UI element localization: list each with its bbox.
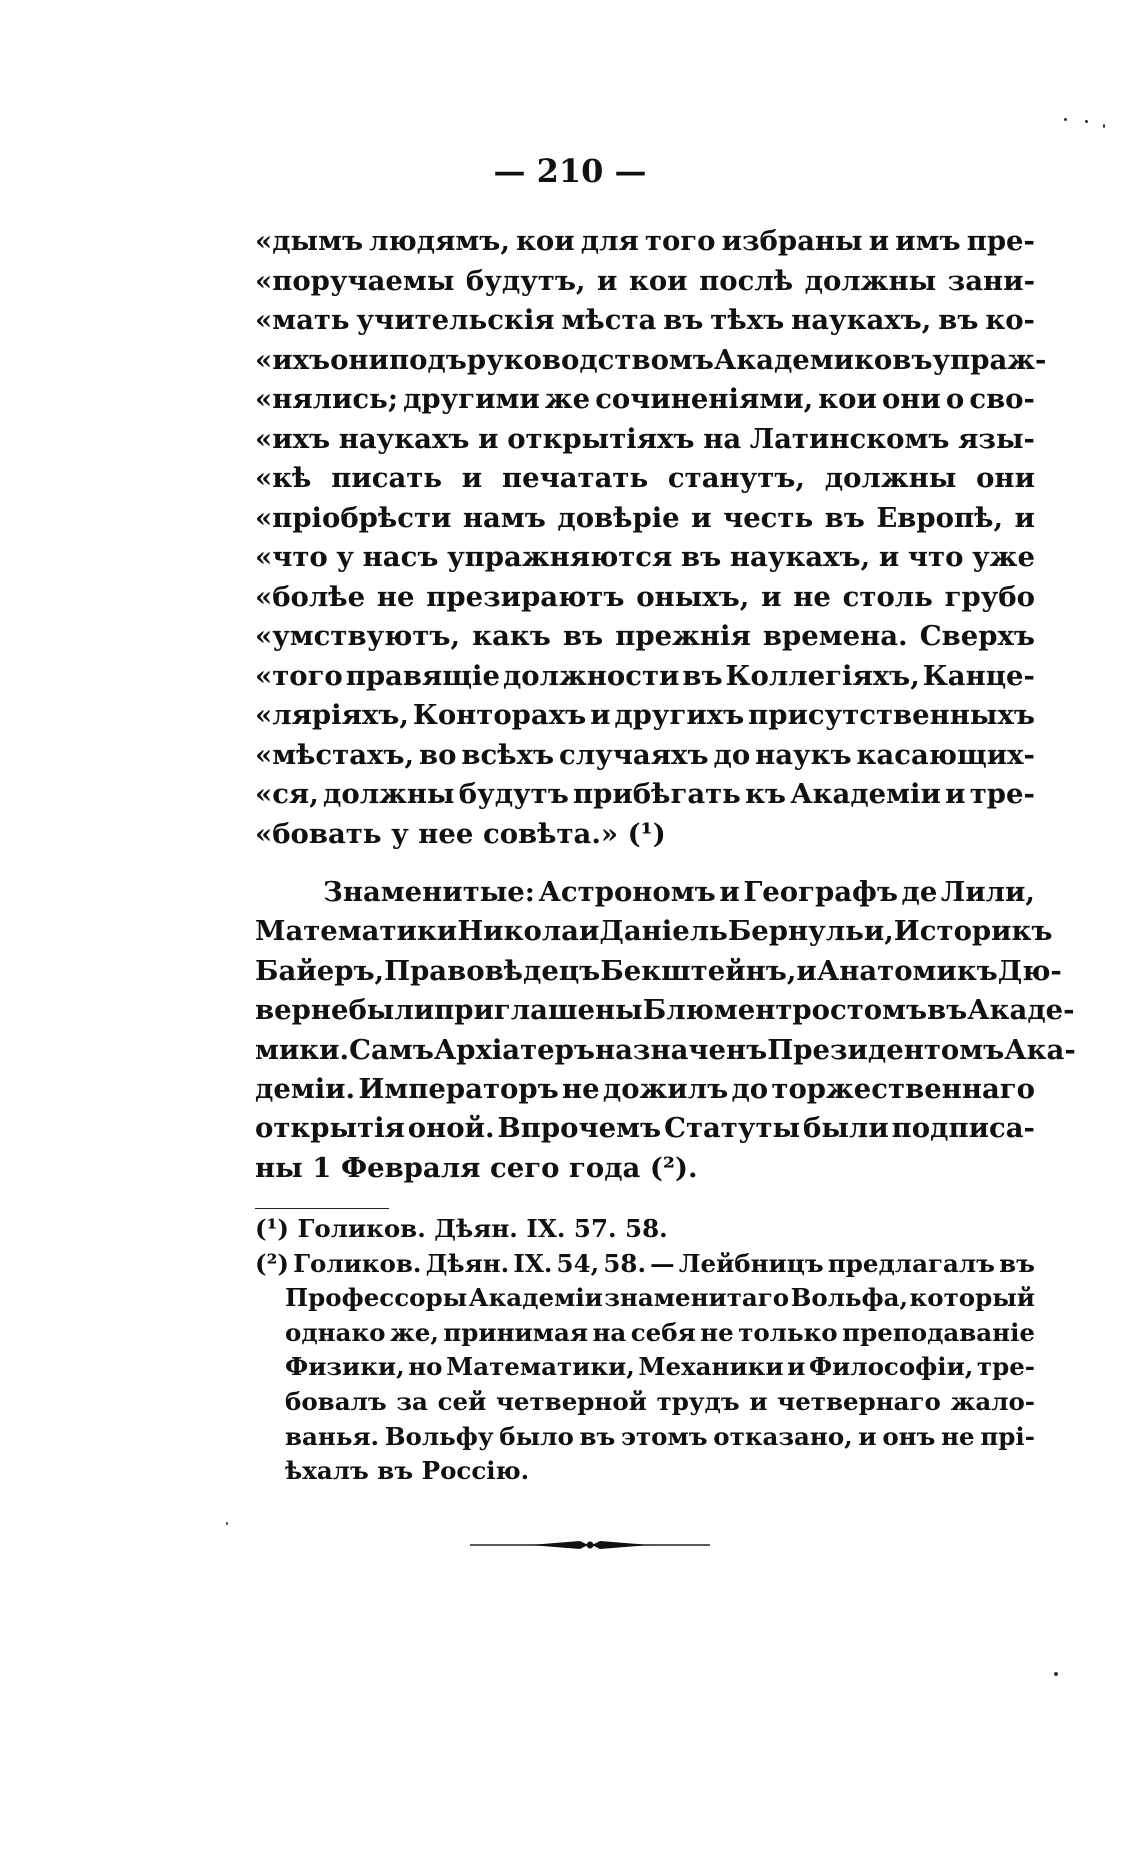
quote-line: «мѣстахъ, во всѣхъ случаяхъ до наукъ касающих- — [255, 738, 1035, 771]
quote-line: «болѣе не презираютъ оныхъ, и не столь грубо — [255, 580, 1035, 613]
quote-line: «пріобрѣсти намъ довѣріе и честь въ Европѣ, и — [255, 501, 1035, 534]
footnote-line: Физики, но Математики, Механики и Философіи, тре- — [285, 1352, 1035, 1382]
body-paragraph — [255, 873, 1076, 1188]
paragraph-line: Знаменитые: Астрономъ и Географъ де Лили, — [323, 876, 1035, 908]
paragraph-line: верне были приглашены Блюментростомъ въ Акаде- — [255, 994, 1075, 1027]
paragraph-line: деміи. Императоръ не дожилъ до торжественнаго — [255, 1072, 1035, 1105]
quote-line: «ихъ наукахъ и открытіяхъ на Латинскомъ язы- — [255, 422, 1035, 455]
end-ornament-icon — [470, 1535, 710, 1555]
footnote-line: (¹) Голиков. Дѣян. IX. 57. 58. — [255, 1214, 668, 1243]
footnote-line: ванья. Вольфу было въ этомъ отказано, и онъ не прі- — [285, 1421, 1035, 1451]
page-speck — [1103, 124, 1105, 128]
footnote-line: бовалъ за сей четверной трудъ и четвернаго жало- — [285, 1386, 1035, 1416]
paragraph-line: Байеръ, Правовѣдецъ Бекштейнъ, и Анатомикъ Дю- — [255, 954, 1062, 987]
paragraph-line: ны 1 Февраля сего года (²). — [255, 1151, 698, 1184]
quote-line: «дымъ людямъ, кои для того избраны и имъ пре- — [255, 225, 1035, 257]
page-speck — [226, 1522, 228, 1525]
footnotes — [255, 1212, 1035, 1489]
page-speck — [1085, 120, 1088, 123]
paragraph-line: открытія оной. Впрочемъ Статуты были подписа- — [255, 1112, 1035, 1145]
footnote-line: ѣхалъ въ Россію. — [285, 1456, 530, 1486]
quote-line: «ляріяхъ, Конторахъ и другихъ присутственныхъ — [255, 699, 1035, 731]
quote-line: «бовать у нее совѣта.» (¹) — [255, 817, 666, 850]
footnote-separator — [255, 1208, 389, 1209]
paragraph-line: мики. Самъ Архіатеръ назначенъ Президентомъ Ака- — [255, 1033, 1076, 1066]
quote-line: «ся, должны будутъ прибѣгать къ Академіи и тре- — [255, 778, 1035, 810]
footnote-line: однако же, принимая на себя не только преподаваніе — [285, 1317, 1035, 1347]
page-speck — [1054, 1672, 1058, 1676]
quote-line: «умствуютъ, какъ въ прежнія времена. Сверхъ — [255, 620, 1035, 652]
quote-line: «ихъ они подъ руководствомъ Академиковъ упраж- — [255, 343, 1047, 376]
footnote-line: Профессоры Академіи знаменитаго Вольфа, который — [285, 1283, 1035, 1313]
footnote-line: (²) Голиков. Дѣян. IX. 54, 58. — Лейбницъ предлагалъ въ — [255, 1248, 1035, 1278]
paragraph-line: Математики Никола и Даніель Бернульи, Историкъ — [255, 915, 1053, 948]
quote-line: «что у насъ упражняются въ наукахъ, и что уже — [255, 541, 1035, 573]
page-speck — [1064, 118, 1067, 121]
quote-line: «нялись; другими же сочиненіями, кои они о сво- — [255, 383, 1035, 415]
quote-line: «того правящіе должности въ Коллегіяхъ, Канце- — [255, 659, 1035, 692]
page-number: — 210 — — [493, 152, 647, 190]
quote-line: «кѣ писать и печатать станутъ, должны они — [255, 462, 1035, 494]
quote-line: «поручаемы будутъ, и кои послѣ должны зани- — [255, 264, 1035, 297]
quote-line: «мать учительскія мѣста въ тѣхъ наукахъ, въ ко- — [255, 304, 1035, 336]
quoted-text-block — [255, 222, 1047, 854]
